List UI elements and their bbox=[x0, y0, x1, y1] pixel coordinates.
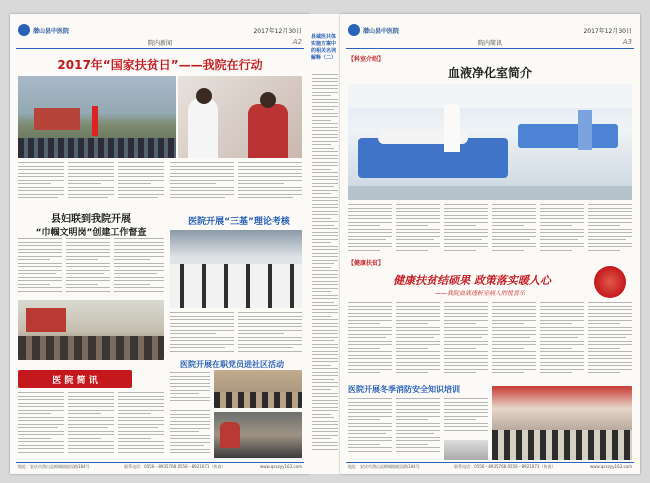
main-headline: 2017年“国家扶贫日”——我院在行动 bbox=[57, 58, 263, 72]
left-page-number: A2 bbox=[292, 38, 302, 46]
blood-purification-text-col5 bbox=[540, 204, 584, 256]
right-footer-rule bbox=[346, 462, 634, 463]
community-text-col2 bbox=[170, 410, 210, 458]
theory-exam-photo bbox=[170, 230, 302, 308]
fire-safety-text-col1 bbox=[348, 398, 392, 458]
poverty-day-text-col3 bbox=[118, 162, 164, 204]
blood-purification-text-col4 bbox=[492, 204, 536, 256]
county-women-headline: 县妇联到我院开展 “巾帼文明岗”创建工作督查 bbox=[35, 214, 147, 238]
fire-safety-photo-small bbox=[444, 440, 488, 460]
theory-exam-headline: 医院开展“三基”理论考核 bbox=[188, 217, 290, 227]
left-page bbox=[10, 14, 310, 474]
dept-intro-label: 【科室介绍】 bbox=[348, 56, 385, 63]
blood-purification-headline: 血液净化室简介 bbox=[447, 66, 532, 80]
spine-text bbox=[312, 74, 338, 464]
right-header-rule bbox=[346, 48, 634, 49]
blood-purification-text-col3 bbox=[444, 204, 488, 256]
fire-safety-text-col3 bbox=[444, 398, 488, 438]
left-header-rule bbox=[16, 48, 304, 49]
dialysis-room-photo bbox=[348, 84, 632, 200]
poverty-day-photo-2 bbox=[178, 76, 302, 158]
health-poverty-text-col6 bbox=[588, 302, 632, 380]
left-masthead: 潜山县中医院 bbox=[18, 24, 69, 36]
health-poverty-text-col2 bbox=[396, 302, 440, 380]
spine-title: 县域医共体实施方案中的相关名词解释（二） bbox=[311, 34, 337, 61]
spine-column bbox=[310, 14, 340, 474]
blood-purification-text-col1 bbox=[348, 204, 392, 256]
news-brief-banner: 医 院 简 讯 bbox=[18, 370, 132, 388]
health-poverty-label: 【健康扶贫】 bbox=[348, 260, 385, 267]
theory-exam-text-col2 bbox=[238, 312, 302, 358]
poverty-day-photo-1 bbox=[18, 76, 176, 158]
community-photo-1 bbox=[214, 370, 302, 408]
health-poverty-badge-icon bbox=[594, 266, 626, 298]
poverty-day-text-col4 bbox=[170, 162, 234, 204]
community-photo-2 bbox=[214, 412, 302, 458]
county-women-text-col1 bbox=[18, 238, 62, 296]
health-poverty-text-col3 bbox=[444, 302, 488, 380]
health-poverty-text-col4 bbox=[492, 302, 536, 380]
fire-safety-text-col2 bbox=[396, 398, 440, 458]
right-footer: 地址：安庆市潜山县梅城镇皖国路184号 联系电话：0556－8935768 0556－8921071（传真） www.qsxzyy163.com bbox=[348, 464, 632, 469]
left-section-name: 院内新闻 bbox=[147, 40, 172, 47]
right-section-name: 院内简讯 bbox=[477, 40, 502, 47]
left-footer-rule bbox=[16, 462, 304, 463]
health-poverty-text-col1 bbox=[348, 302, 392, 380]
news-brief-text-col2 bbox=[68, 392, 114, 458]
poverty-day-text-col2 bbox=[68, 162, 114, 204]
poverty-day-text-col1 bbox=[18, 162, 64, 204]
right-page-number: A3 bbox=[622, 38, 632, 46]
news-brief-text-col1 bbox=[18, 392, 64, 458]
health-poverty-text-col5 bbox=[540, 302, 584, 380]
right-page bbox=[340, 14, 640, 474]
health-poverty-subhead: ——我院血液透析室病人的悦喜乐 bbox=[434, 290, 525, 297]
county-women-text-col2 bbox=[66, 238, 110, 296]
county-women-photo bbox=[18, 300, 164, 360]
hospital-logo-icon bbox=[18, 24, 30, 36]
right-date: 2017年12月30日 bbox=[583, 28, 632, 35]
county-women-text-col3 bbox=[114, 238, 164, 296]
community-activity-headline: 医院开展在职党员进社区活动 bbox=[180, 360, 284, 369]
news-brief-text-col3 bbox=[118, 392, 164, 458]
community-text-col1 bbox=[170, 372, 210, 406]
poverty-day-text-col5 bbox=[238, 162, 302, 204]
health-poverty-headline: 健康扶贫结硕果 政策落实暖人心 bbox=[393, 274, 551, 287]
fire-safety-photo bbox=[492, 386, 632, 460]
blood-purification-text-col2 bbox=[396, 204, 440, 256]
left-footer: 地址：安庆市潜山县梅城镇皖国路184号 联系电话：0556－8935768 0556－8921071（传真） www.qsxzyy163.com bbox=[18, 464, 302, 469]
right-masthead: 潜山县中医院 bbox=[348, 24, 399, 36]
theory-exam-text-col1 bbox=[170, 312, 234, 358]
fire-safety-headline: 医院开展冬季消防安全知识培训 bbox=[348, 385, 460, 394]
hospital-logo-icon bbox=[348, 24, 360, 36]
left-date: 2017年12月30日 bbox=[253, 28, 302, 35]
blood-purification-text-col6 bbox=[588, 204, 632, 256]
